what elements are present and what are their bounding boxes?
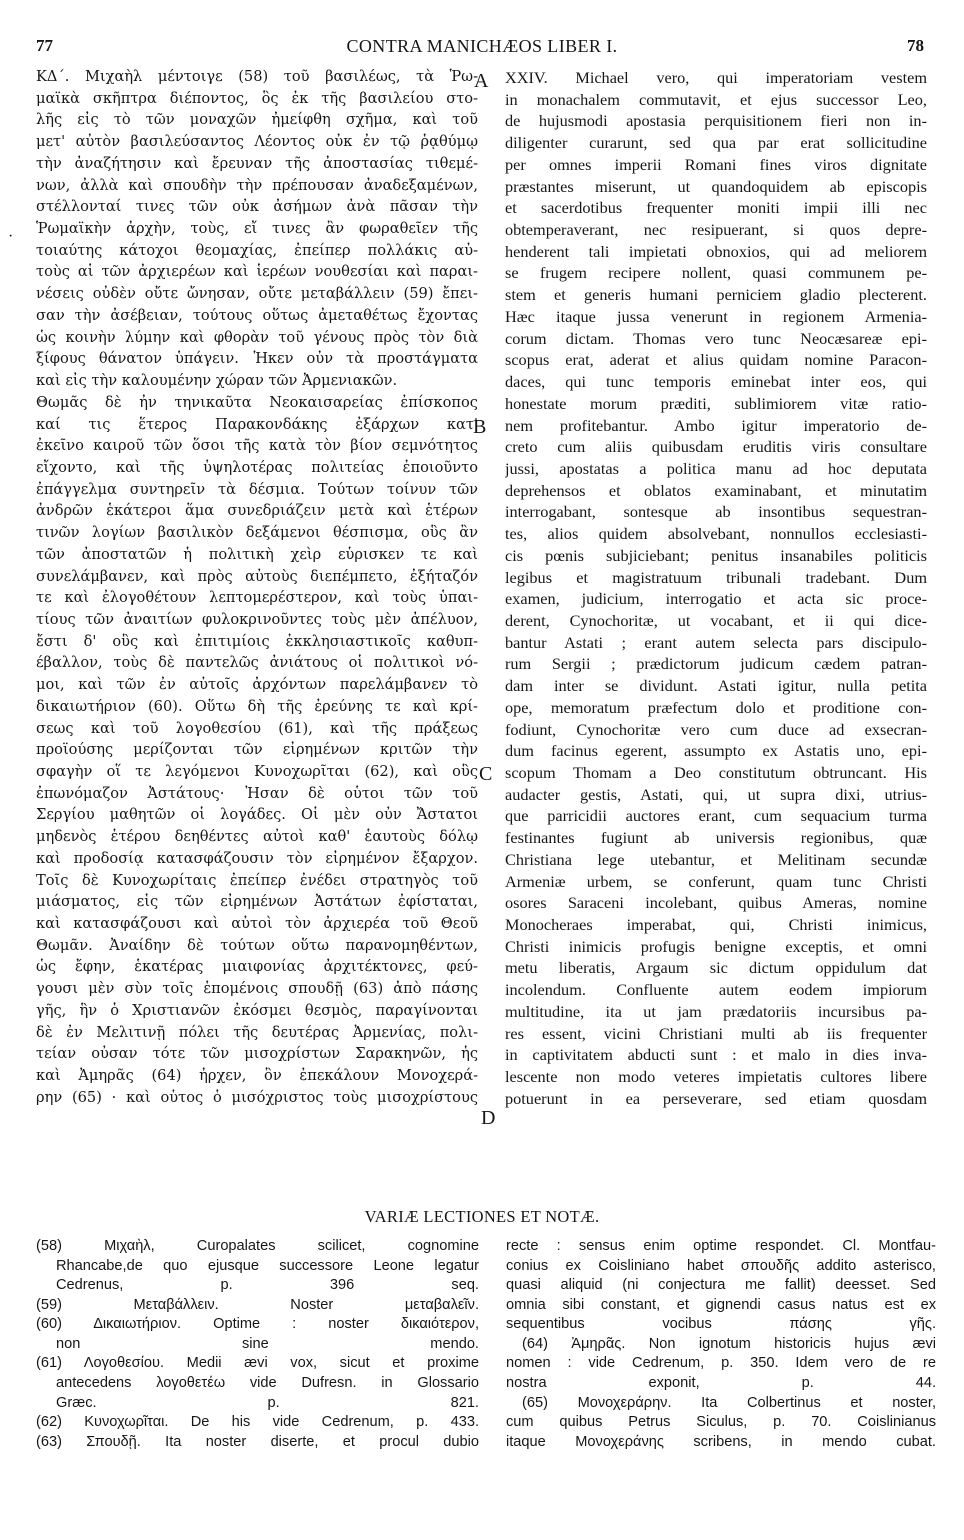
latin-text-line: lescente non modo veteres impietatis cultores libere xyxy=(505,1067,927,1087)
note-line: omnia sibi constant, et gignendi casus natus est ex xyxy=(506,1296,936,1313)
latin-text-line: osores Saraceni incolebant, quibus Ameras, nomine xyxy=(505,893,927,913)
latin-text-line: Armeniæ urbem, se conferunt, quam tunc Christi xyxy=(505,871,927,891)
greek-text-line: νέσεις οὐδὲν οὔτε ὤνησαν, οὔτε μεταβάλλειν (59) ἔπει- xyxy=(36,285,478,303)
note-line: non sine mendo. xyxy=(56,1335,479,1352)
greek-text-line: Ῥωμαϊκὴν ἀρχὴν, τοὺς, εἴ τινες ἂν φωραθεῖεν τῆς xyxy=(36,220,478,238)
greek-text-line: μοι, καὶ τῶν ἐν αὐτοῖς ἀρχόντων παρελάμβανεν τὸ xyxy=(36,676,478,694)
greek-text-line: σφαγὴν οἵ τε λεγόμενοι Κυνοχωρῖται (62), καὶ οὓς xyxy=(36,763,478,780)
greek-text-line: τινῶν λογίων βασιλικὸν δεξάμενοι θέσπισμα, οὓς ἂν xyxy=(36,524,478,542)
notes-section-title: VARIÆ LECTIONES ET NOTÆ. xyxy=(364,1207,600,1226)
latin-text-line: potuerunt in ea perseverare, sed etiam quosdam xyxy=(505,1088,927,1108)
note-line: quasi aliquid (ni conjectura me fallit) deesset. Sed xyxy=(506,1277,936,1294)
greek-text-line: μαϊκὰ σκῆπτρα διέποντος, ὃς ἐκ τῆς βασιλείου στο- xyxy=(36,89,478,107)
latin-text-line: interrogabant, sontesque ab insontibus sequestran- xyxy=(505,502,927,522)
greek-text-line: ὡς κοινὴν λύμην καὶ φθορὰν τοῦ γένους πρὸς τὸν διὰ xyxy=(36,328,478,346)
latin-text-line: dum facinus egerent, assumpto ex Astatis uno, epi- xyxy=(505,741,927,761)
latin-text-line: tes, alios quidem absolvebant, nonnullos ecclesiasti- xyxy=(505,524,927,544)
latin-text-line: daces, qui tunc temporis eminebat inter eos, qui xyxy=(505,372,927,392)
latin-text-line: corum dictam. Thomas vero tunc Neocæsareæ epi- xyxy=(505,328,927,348)
latin-text-line: multitudine, ita ut jam prædatoriis incursibus pa- xyxy=(505,1001,927,1021)
greek-text-line: μηδενὸς ἑτέρου δεηθέντες αὐτοὶ καθ' ἑαυτοὺς δόλῳ xyxy=(36,828,478,846)
greek-text-line: δὲ ἐν Μελιτινῇ πόλει τῆς δευτέρας Ἀρμενίας, πολι- xyxy=(36,1023,478,1041)
latin-text-line: de hujusmodi apostasia perquisitionem fieri non in- xyxy=(505,111,927,131)
latin-text-line: in captivitatem abducti sunt : et malo in dies inva- xyxy=(505,1045,927,1065)
greek-text-line: τε καὶ ἐλογοθέτουν λεπτομερέστερον, καὶ τοὺς ὑπαι- xyxy=(36,589,478,607)
greek-text-line: μετ' αὐτὸν βασιλεύσαντος Λέοντος οὐκ ἐν τῷ ῥᾳθύμῳ xyxy=(36,133,478,151)
greek-text-line: τὴν ἀναζήτησιν καὶ ἔρευναν τῆς ἀποστασίας τιθεμέ- xyxy=(36,154,478,172)
note-line: Rhancabe,de quo ejusque successore Leone legatur xyxy=(56,1257,479,1274)
latin-text-line: examen, judicium, interrogatio et acta sic proce- xyxy=(505,589,927,609)
greek-text-line: Σεργίου μαθητῶν οἱ λογάδες. Οἱ μὲν οὖν Ἄστατοι xyxy=(36,806,478,824)
latin-text-line: præstantes miserunt, ut quandoquidem ab episcopis xyxy=(505,176,927,196)
notes-right-column xyxy=(506,1238,936,1453)
latin-text-line: scopus erat, aderat et alius quidam nomine Paracon- xyxy=(505,350,927,370)
greek-text-line: καὶ Ἀμηρᾶς (64) ἦρχεν, ὃν ἐπεκάλουν Μονοχερά- xyxy=(36,1067,478,1085)
note-line: Græc. p. 821. xyxy=(56,1394,479,1411)
running-title: CONTRA MANICHÆOS LIBER I. xyxy=(346,36,618,56)
latin-text-line: ope, memoratum præfectum dolo et proditione con- xyxy=(505,697,927,717)
greek-text-line: καὶ προδοσίᾳ κατασφάζουσιν τὸν εἰρημένον ἔξαρχον. xyxy=(36,849,478,867)
latin-text-line: res essent, vicini Christiani multi ab iis frequenter xyxy=(505,1023,927,1043)
latin-text-line: henderent tali impietati obnoxios, qui ad meliorem xyxy=(505,241,927,261)
greek-text-line: τείαν οὖσαν τότε τῶν μισοχρίστων Σαρακηνῶν, ἧς xyxy=(36,1045,478,1063)
greek-text-line: τοιαύτης κάτοχοι θεομαχίας, ἐπείπερ πολλάκις αὐ- xyxy=(36,241,478,259)
note-line: cum quibus Petrus Siculus, p. 70. Coislinianus xyxy=(506,1414,936,1431)
latin-text-line: se frugem recipere nollent, quasi communem pe- xyxy=(505,263,927,283)
latin-text-line: festinantes fugiunt ab universis regionibus, quæ xyxy=(505,828,927,848)
page-number-left: 77 xyxy=(36,36,53,55)
latin-text-line: Monocheraes imperabat, qui, Christi inimicus, xyxy=(505,915,927,935)
latin-text-line: creto cum aliis quibusdam eruditis viris consultare xyxy=(505,437,927,457)
latin-text-line: metu liberatis, Argaum sic dictum oppidulum dat xyxy=(505,958,927,978)
stray-mark: · xyxy=(8,228,14,245)
greek-text-line: ὡς ἔφην, ἑκατέρας μιαιφονίας ἀρχιτέκτονες, φεύ- xyxy=(36,958,478,976)
greek-text-line: ἐκεῖνο καιροῦ τῶν ὅσοι τῆς κατὰ τὸν βίον σεμνότητος xyxy=(36,437,478,455)
greek-text-line: μιάσματος, εἷς τῶν εἰρημένων Ἀστάτων ἐφίσταται, xyxy=(36,893,478,911)
greek-text-line: ρην (65) · καὶ οὗτος ὁ μισόχριστος τοὺς μισοχρίστους xyxy=(36,1088,478,1106)
latin-text-line: honestate morum præditi, sublimiorem vitæ ratio- xyxy=(505,393,927,413)
note-line: nomen : vide Cedrenum, p. 350. Idem vero de re xyxy=(506,1355,936,1372)
latin-text-column xyxy=(505,68,927,1111)
latin-text-line: legibus et magistratuum tribunali tradebant. Dum xyxy=(505,567,927,587)
latin-text-line: Hæc itaque jussa venerunt in regionem Armenia- xyxy=(505,306,927,326)
greek-text-line: τῶν ἀποστατῶν ἡ πολιτικὴ χεὶρ εὑρισκεν τε καὶ xyxy=(36,545,478,563)
margin-marker-d: D xyxy=(481,1107,496,1129)
note-line: conius ex Coisliniano habet σπουδῆς addito asterisco, xyxy=(506,1257,936,1274)
latin-text-line: Christiana lege utebantur, et Melitinam secundæ xyxy=(505,849,927,869)
latin-text-line: et sacerdotibus frequenter moniti impii illi nec xyxy=(505,198,927,218)
note-line: (61) Λογοθεσίου. Medii ævi vox, sicut et proxime xyxy=(36,1355,479,1372)
greek-text-line: Θωμᾶν. Ἀναίδην δὲ τούτων οὕτω παρανομηθέντων, xyxy=(36,936,478,954)
greek-text-line: καὶ κατασφάζουσι καὶ αὐτοὶ τὸν ἀρχιερέα τοῦ Θεοῦ xyxy=(36,915,478,933)
greek-text-line: ἐπωνόμαζον Ἀστάτους· Ἦσαν δὲ οὗτοι τῶν τοῦ xyxy=(36,784,478,802)
note-line: antecedens λογοθετέω vide Dufresn. in Glossario xyxy=(56,1375,479,1392)
latin-text-line: audacter gestis, Astati, qui, ut supra dixi, utrius- xyxy=(505,784,927,804)
latin-text-line: deprehensos et oblatos examinabant, et minutatim xyxy=(505,480,927,500)
greek-text-line: καί τις ἕτερος Παρακονδάκης ἐξάρχων κατ' xyxy=(36,415,478,433)
greek-text-line: ἀνδρῶν ἑκάτεροι ἅμα συνεδριάζειν μετὰ καὶ ἑτέρων xyxy=(36,502,478,520)
greek-text-line: ἐπάγγελμα συντηρεῖν τὰ δέσμια. Τούτων τοίνυν τῶν xyxy=(36,480,478,498)
latin-text-line: scopum Thomam a Deo constitutum obtruncant. His xyxy=(505,763,927,782)
greek-text-line: στέλλονταί τινες τῶν οὐκ ἀσήμων ἀνὰ πᾶσαν τὴν xyxy=(36,198,478,216)
latin-text-line: in monachalem commutavit, et ejus successor Leo, xyxy=(505,89,927,109)
note-line: (59) Μεταβάλλειν. Noster μεταβαλεῖν. xyxy=(36,1296,479,1313)
note-line: recte : sensus enim optime respondet. Cl. Montfau- xyxy=(506,1238,936,1254)
latin-text-line: obtemperaverant, nec resipuerant, si quos depre- xyxy=(505,220,927,240)
note-line: (58) Μιχαὴλ, Curopalates scilicet, cognomine xyxy=(36,1238,479,1254)
note-line: Cedrenus, p. 396 seq. xyxy=(56,1277,479,1294)
greek-text-line: Θωμᾶς δὲ ἦν τηνικαῦτα Νεοκαισαρείας ἐπίσκοπος xyxy=(36,393,478,411)
greek-text-line: συνελάμβανεν, καὶ πρὸς αὐτοὺς διεπέμπετο, ἐξήταζόν xyxy=(36,567,478,585)
greek-text-line: γῆς, ἣν ὁ Χριστιανῶν ἐκόσμει θεσμὸς, παραγίνονται xyxy=(36,1001,478,1019)
latin-text-line: dam inter se dividunt. Astati igitur, nulla petita xyxy=(505,676,927,696)
greek-text-line: ξίφους θάνατον ὑπάγειν. Ἧκεν οὖν τὰ προστάγματα xyxy=(36,350,478,368)
greek-text-line: προϊούσης μερίζονται τῶν εἰρημένων κριτῶν τὴν xyxy=(36,741,478,759)
greek-text-line: εἴχοντο, καὶ τῆς ὑψηλοτέρας πολιτείας ἐποιοῦντο xyxy=(36,458,478,476)
latin-text-line: incolendum. Confluente autem eodem impiorum xyxy=(505,980,927,1000)
greek-text-line: τοὺς αἱ τῶν ἀρχιερέων καὶ ἱερέων νουθεσίαι καὶ παραι- xyxy=(36,263,478,281)
notes-left-column xyxy=(36,1238,479,1453)
latin-text-line: stem et generis humani perniciem gladio plecterent. xyxy=(505,285,927,305)
note-line: sequentibus vocibus πάσης γῆς. xyxy=(506,1316,936,1333)
margin-marker-b: B xyxy=(473,416,487,438)
greek-text-line: Τοῖς δὲ Κυνοχωρίταις ἐπείπερ ἐνέδει στρατηγὸς τοῦ xyxy=(36,871,478,889)
greek-text-line: ἔστι δ' οὓς καὶ ἐπιτιμίοις ἐκκλησιαστικοῖς καθυπ- xyxy=(36,632,478,650)
latin-text-line: jussi, apostatas a politica manu ad hoc deputata xyxy=(505,458,927,478)
note-line: (62) Κυνοχωρῖται. De his vide Cedrenum, p. 433. xyxy=(36,1414,479,1431)
greek-text-line: σαν τὴν ἀσέβειαν, τούτους οὕτως ἀμεταθέτως ἔχοντας xyxy=(36,306,478,324)
page-number-right: 78 xyxy=(907,36,924,55)
greek-text-line: καὶ εἰς τὴν καλουμένην χώραν τῶν Ἀρμενιακῶν. xyxy=(36,372,398,390)
greek-text-line: δικαιωτήριον (60). Οὕτω δὴ τῆς ἐρεύνης τε καὶ κρί- xyxy=(36,697,478,715)
note-line: (63) Σπουδῇ. Ita noster diserte, et procul dubio xyxy=(36,1433,479,1450)
latin-text-line: rum Sergii ; prædictorum judicum cædem patran- xyxy=(505,654,927,674)
note-line: nostra exponit, p. 44. xyxy=(506,1375,936,1392)
latin-text-line: XXIV. Michael vero, qui imperatoriam vestem xyxy=(505,68,927,87)
greek-text-line: σεως καὶ τοῦ λογοθεσίου (61), καὶ τῆς πράξεως xyxy=(36,719,478,737)
latin-text-line: que parricidii auctores erant, cum sequacium turma xyxy=(505,806,927,826)
latin-text-line: cis pœnis subjiciebant; penitus insanabiles politicis xyxy=(505,545,927,565)
note-line: (60) Δικαιωτήριον. Optime : noster δικαιότερον, xyxy=(36,1316,479,1333)
latin-text-line: bantur Astati ; erant autem selecta pars discipulo- xyxy=(505,632,927,652)
note-line: itaque Μονοχεράνης scribens, in mendo cubat. xyxy=(506,1433,936,1450)
page-header xyxy=(0,36,964,62)
note-line: (65) Μονοχεράρην. Ita Colbertinus et noster, xyxy=(522,1394,936,1411)
greek-text-line: λῆς εἰς τὸ τῶν μοναχῶν ἠμείφθη σχῆμα, καὶ τοῦ xyxy=(36,111,478,129)
greek-text-column xyxy=(36,68,478,1111)
greek-text-line: ΚΔ΄. Μιχαὴλ μέντοιγε (58) τοῦ βασιλέως, τὰ Ῥω- xyxy=(36,68,478,85)
margin-marker-c: C xyxy=(479,763,493,785)
latin-text-line: per omnes imperii Romani fines viros dignitate xyxy=(505,154,927,174)
greek-text-line: νων, ἀλλὰ καὶ σπουδὴν τὴν πρέπουσαν ἀναδεξαμένων, xyxy=(36,176,478,194)
latin-text-line: fodiunt, Cynochoritæ vero cum duce ad exsecran- xyxy=(505,719,927,739)
greek-text-line: γουσι μὲν σὺν τοῖς ἑπομένοις σπουδῇ (63) ἀπὸ πάσης xyxy=(36,980,478,998)
latin-text-line: diligenter curarunt, sed qua par erat sollicitudine xyxy=(505,133,927,153)
latin-text-line: Christi inimicis profugis benigne exceptis, et omni xyxy=(505,936,927,956)
margin-marker-a: A xyxy=(474,70,489,92)
latin-text-line: derent, Cynochoritæ, ut vocabant, et ii qui dice- xyxy=(505,610,927,630)
latin-text-line: nem profitebantur. Ambo igitur imperatorio de- xyxy=(505,415,927,435)
greek-text-line: έβαλλον, τοὺς δὲ παντελῶς ἀνιάτους οἱ πολιτικοὶ νό- xyxy=(36,654,478,672)
note-line: (64) Ἀμηρᾶς. Non ignotum historicis hujus ævi xyxy=(522,1335,936,1352)
greek-text-line: τίους τῶν ἀναιτίων φυλοκρινοῦντες τοὺς μὲν ἀπέλυον, xyxy=(36,610,478,628)
